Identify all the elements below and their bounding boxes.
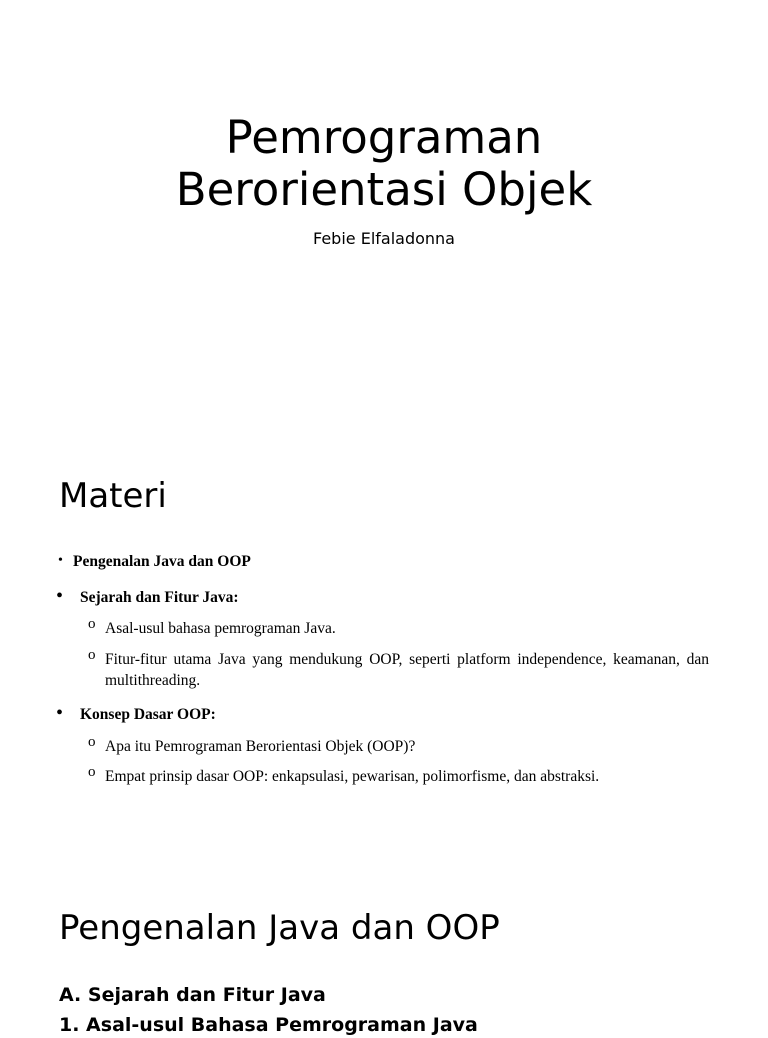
title-slide [0,0,768,420]
section-subheading: A. Sejarah dan Fitur Java [59,984,326,1006]
bullet-circle: o [88,647,96,663]
bullet-dot: • [56,702,64,724]
list-item-line: multithreading. [105,672,201,689]
bullet-circle: o [88,616,96,632]
list-item: Pengenalan Java dan OOP [73,553,251,570]
bullet-circle: o [88,734,96,750]
intro-java-slide [0,860,768,1036]
author-name: Febie Elfaladonna [313,229,455,248]
slide-heading: Materi [59,476,167,516]
presentation-title [0,112,768,216]
list-item: Apa itu Pemrograman Berorientasi Objek (OOP)? [105,738,416,755]
materi-slide [0,420,768,860]
title-line-2: Berorientasi Objek [175,163,593,216]
section-subheading-2: 1. Asal-usul Bahasa Pemrograman Java [59,1014,478,1036]
list-item: Asal-usul bahasa pemrograman Java. [105,620,336,637]
bullet-circle: o [88,764,96,780]
slide-heading: Pengenalan Java dan OOP [59,908,500,948]
list-item-line: Fitur-fitur utama Java yang mendukung OOP, seperti platform independence, keamanan, dan [105,651,709,668]
list-item: Empat prinsip dasar OOP: enkapsulasi, pewarisan, polimorfisme, dan abstraksi. [105,768,600,785]
bullet-dot: • [56,585,64,607]
list-item: Konsep Dasar OOP: [80,706,216,723]
bullet-dot: • [58,553,63,568]
list-item: Sejarah dan Fitur Java: [80,589,239,606]
title-line-1: Pemrograman [225,111,543,164]
